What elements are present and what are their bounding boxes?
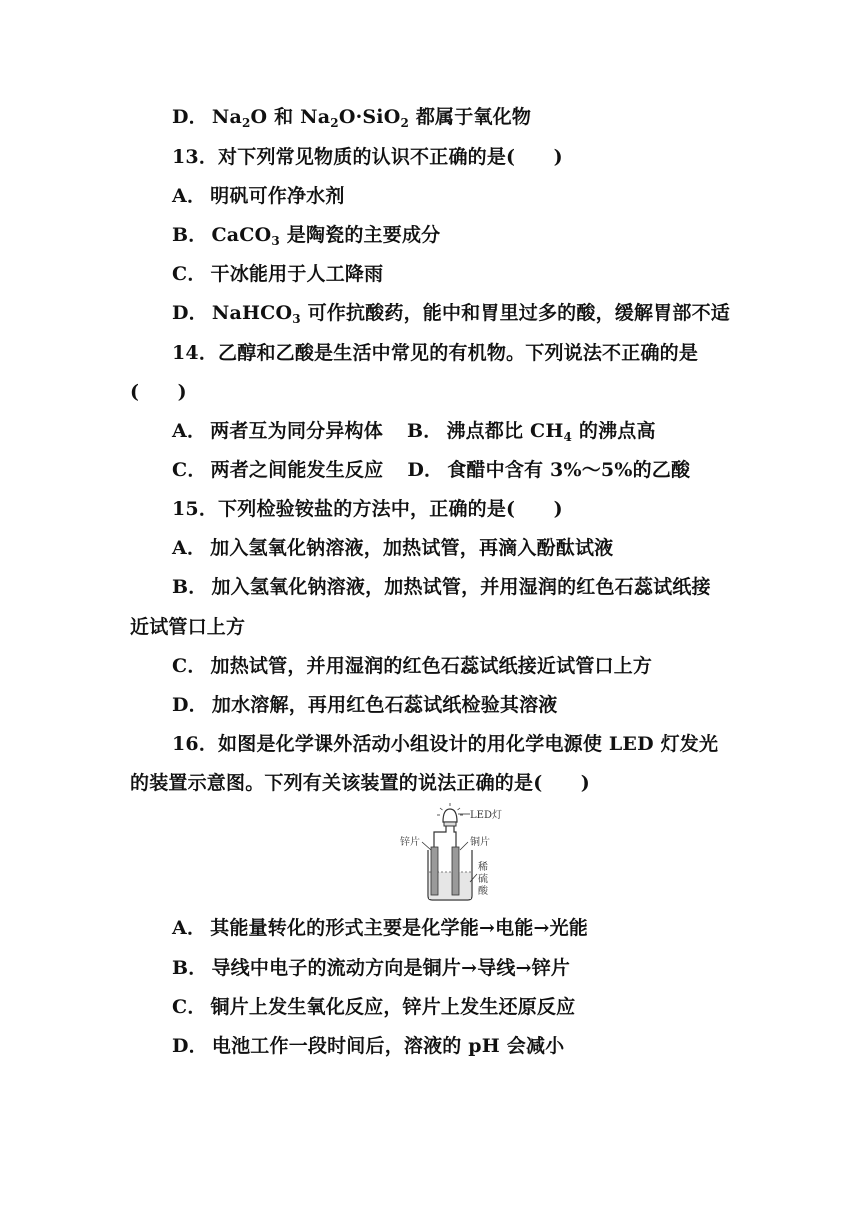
q15-option-a: A． 加入氢氧化钠溶液，加热试管，再滴入酚酞试液	[172, 537, 614, 559]
acid-label-3: 酸	[478, 886, 488, 897]
q15-option-d: D． 加水溶解，再用红色石蕊试纸检验其溶液	[172, 694, 558, 716]
led-bulb-icon	[437, 803, 463, 826]
galvanic-cell-diagram	[390, 802, 510, 904]
q15-option-b-continued: 近试管口上方	[130, 616, 246, 638]
wire-right	[454, 826, 456, 847]
q14-stem: 14．乙醇和乙酸是生活中常见的有机物。下列说法不正确的是	[172, 342, 699, 364]
q16-stem-continued: 的装置示意图。下列有关该装置的说法正确的是( )	[130, 772, 590, 794]
copper-label-leader	[460, 842, 468, 850]
acid-label-leader	[470, 874, 477, 882]
q13-option-d: D． NaHCO$_3$ 可作抗酸药，能中和胃里过多的酸，缓解胃部不适	[172, 302, 730, 326]
wire-left	[434, 826, 446, 847]
galvanic-cell-figure	[390, 802, 510, 904]
q16-option-d: D． 电池工作一段时间后，溶液的 pH 会减小	[172, 1035, 565, 1057]
copper-electrode	[452, 847, 459, 895]
q15-option-b: B． 加入氢氧化钠溶液，加热试管，并用湿润的红色石蕊试纸接	[172, 576, 711, 598]
zinc-label-leader	[422, 842, 431, 850]
q13-option-c: C． 干冰能用于人工降雨	[172, 263, 384, 285]
q16-stem: 16．如图是化学课外活动小组设计的用化学电源使 LED 灯发光	[172, 733, 719, 755]
q16-option-c: C． 铜片上发生氧化反应，锌片上发生还原反应	[172, 996, 576, 1018]
q14-options-cd: C． 两者之间能发生反应 D． 食醋中含有 3%～5%的乙酸	[172, 459, 691, 481]
q16-option-b: B． 导线中电子的流动方向是铜片→导线→锌片	[172, 957, 571, 979]
zinc-electrode	[431, 847, 438, 895]
q13-stem: 13．对下列常见物质的认识不正确的是( )	[172, 146, 563, 168]
q14-stem-continued: ( )	[130, 381, 187, 403]
led-label: LED灯	[470, 810, 502, 821]
q12-option-d: D． $Na_2O$ 和 $Na_2O\cdot SiO_2$ 都属于氧化物	[172, 106, 532, 130]
acid-label-1: 稀	[478, 862, 488, 873]
q15-option-c: C． 加热试管，并用湿润的红色石蕊试纸接近试管口上方	[172, 655, 653, 677]
copper-label: 铜片	[470, 837, 490, 848]
q14-options-ab: A． 两者互为同分异构体 B． 沸点都比 $CH_4$ 的沸点高	[172, 420, 656, 444]
q13-option-a: A． 明矾可作净水剂	[172, 185, 345, 207]
acid-label-2: 硫	[478, 874, 488, 885]
q13-option-b: B． CaCO$_3$ 是陶瓷的主要成分	[172, 224, 441, 248]
q16-option-a: A． 其能量转化的形式主要是化学能→电能→光能	[172, 917, 588, 939]
q15-stem: 15．下列检验铵盐的方法中，正确的是( )	[172, 498, 563, 520]
zinc-label: 锌片	[400, 837, 420, 848]
